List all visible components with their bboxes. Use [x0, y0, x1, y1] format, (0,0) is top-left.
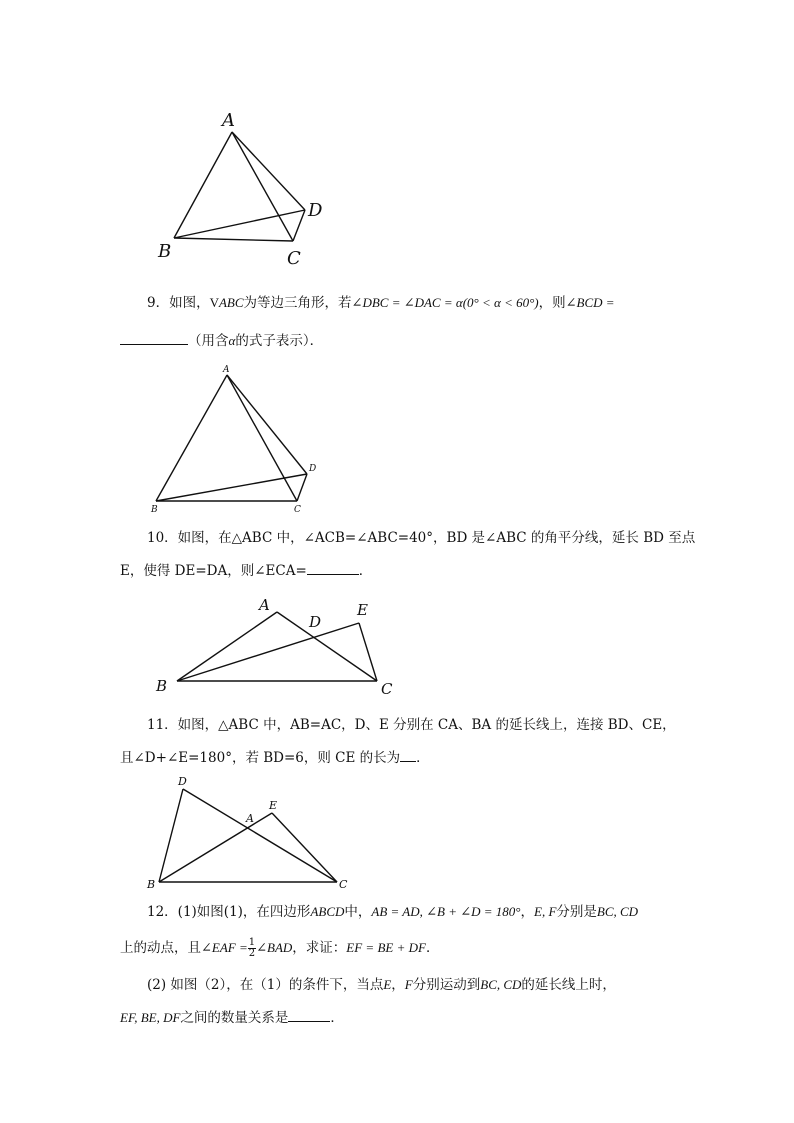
label-c: C [339, 878, 348, 891]
q11-answer-blank[interactable] [400, 748, 416, 762]
figure-triangle-abc-extended [140, 770, 370, 895]
label-d: D [178, 775, 187, 788]
label-c: C [287, 248, 301, 269]
q11-text-a: 且∠D+∠E=180°，若 BD=6，则 CE 的长为 [120, 750, 401, 766]
q12-text-7: ． [425, 940, 440, 956]
q12-point-f: F [404, 977, 413, 992]
question-12-line-1 [147, 902, 638, 922]
q9-answer-blank[interactable] [120, 331, 188, 345]
label-c: C [294, 505, 301, 515]
q9-text-1: 为等边三角形，若 [243, 295, 352, 311]
q12-eaf: ∠EAF = [201, 940, 248, 955]
q9-tri-symbol: V [209, 295, 219, 310]
q12-text-3: ， [520, 904, 534, 920]
label-c: C [381, 680, 393, 698]
label-d: D [309, 613, 322, 631]
fraction-denominator: 2 [248, 948, 256, 959]
q12-bad: ∠BAD [256, 940, 293, 955]
label-a: A [223, 365, 230, 375]
q9-text-3: （用含 [188, 333, 229, 349]
q12-answer-blank[interactable] [288, 1008, 330, 1022]
figure-triangle-abcd-1 [150, 105, 340, 275]
q12-half-fraction [248, 938, 256, 959]
q12-condition: AB = AD, ∠B + ∠D = 180° [371, 904, 521, 919]
q12-text-11: 的延长线上时， [521, 977, 616, 993]
q12-text-9: ， [391, 977, 405, 993]
q10-answer-blank[interactable] [307, 561, 359, 575]
question-12-line-4 [120, 1008, 344, 1028]
question-11-line-2 [120, 748, 430, 768]
q11-text-b: ． [416, 750, 430, 766]
q9-alpha: α [228, 333, 236, 348]
figure-triangle-abcd-2 [140, 360, 340, 520]
q9-text-2: ，则 [538, 295, 566, 311]
label-b: B [158, 241, 172, 262]
q9-number: 9．如图， [147, 295, 210, 311]
question-9-line-2 [120, 331, 323, 351]
label-e: E [357, 601, 368, 619]
q12-point-e: E [383, 977, 392, 992]
label-d: D [309, 464, 317, 474]
label-b: B [151, 505, 158, 515]
question-9-line-1 [147, 293, 615, 313]
q12-text-6: ，求证： [292, 940, 347, 956]
question-12-line-3 [147, 975, 616, 995]
q9-condition: ∠DBC = ∠DAC = α(0° < α < 60°) [351, 295, 539, 310]
q10-text-a: E，使得 DE=DA，则∠ECA= [120, 563, 307, 579]
q9-text-4: 的式子表示）． [235, 333, 324, 349]
question-10-line-1: 10．如图，在△ABC 中，∠ACB=∠ABC=40°，BD 是∠ABC 的角平分线，延长 BD 至点 [147, 530, 696, 546]
label-a: A [259, 596, 270, 614]
question-11-line-1: 11．如图，△ABC 中，AB=AC，D、E 分别在 CA、BA 的延长线上，连接 BD、CE， [147, 717, 676, 733]
figure-triangle-abc-de [150, 595, 410, 705]
q12-text-1: 12．(1)如图(1)，在四边形 [147, 904, 311, 920]
q12-text-4: 分别是 [556, 904, 597, 920]
q12-text-8: (2) 如图（2），在（1）的条件下，当点 [147, 977, 384, 993]
q12-bc-cd: BC, CD [596, 904, 639, 919]
q12-bc-cd-2: BC, CD [480, 977, 522, 992]
q12-text-12: 之间的数量关系是 [180, 1010, 289, 1026]
label-a: A [222, 110, 235, 131]
question-10-line-2 [120, 561, 372, 581]
q12-text-2: 中， [344, 904, 372, 920]
q12-ef-points: E, F [534, 904, 557, 919]
label-b: B [156, 677, 168, 695]
q12-vars: EF, BE, DF [120, 1010, 181, 1025]
q10-text-b: ． [358, 563, 373, 579]
q12-text-13: ． [330, 1010, 344, 1026]
label-b: B [147, 878, 156, 891]
q12-claim: EF = BE + DF [346, 940, 426, 955]
label-e: E [269, 799, 278, 812]
q9-abc: ABC [218, 295, 244, 310]
question-12-line-2 [120, 938, 439, 959]
q12-text-10: 分别运动到 [412, 977, 481, 993]
q12-abcd: ABCD [310, 904, 345, 919]
fraction-numerator: 1 [248, 937, 256, 948]
label-a: A [246, 812, 254, 825]
q9-ask: ∠BCD = [565, 295, 615, 310]
q12-text-5: 上的动点，且 [120, 940, 201, 956]
label-d: D [308, 200, 323, 221]
